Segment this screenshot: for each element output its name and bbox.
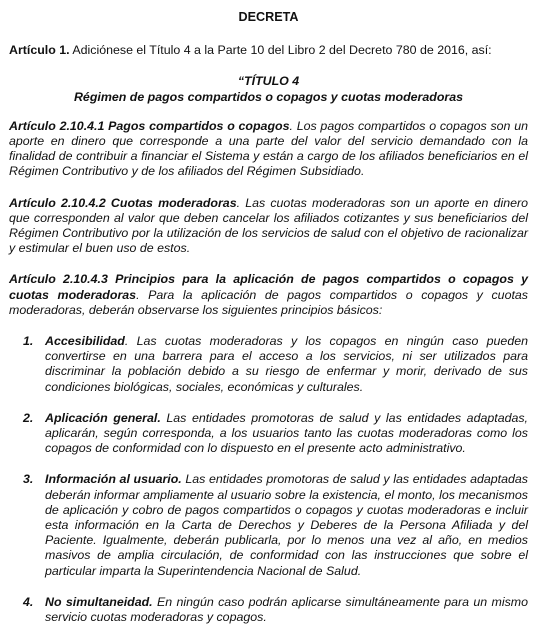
- article-heading: Artículo 2.10.4.3 Principios para la aplicación de pagos compartidos o copagos y cuotas moderadoras: [9, 272, 528, 302]
- list-item-body: Las entidades promotoras de salud y las entidades adaptadas, aplicarán, según corresponda, a los usuarios tanto las cuotas moderadoras como los copagos de conformidad con lo dispuesto en el presente acto administrativo.: [45, 410, 529, 456]
- list-item-text: [45, 472, 528, 578]
- list-item: [23, 334, 528, 395]
- list-item-body: Las entidades promotoras de salud y las entidades adaptadas deberán informar ampliamente al usuario sobre la existencia, el monto, los mecanismos de aplicación y cobro de pagos compartidos o copagos y cuotas moderadoras e incluir esta información en la Carta de Derechos y Deberes de la Persona Afiliada y del Paciente. Igualmente, deberán publicarla, por lo menos una vez al año, en medios masivos de amplia circulación, de conformidad con las instrucciones que sobre el particular imparta la Superintendencia Nacional de Salud.: [45, 472, 528, 578]
- list-item-number: 4.: [23, 594, 34, 609]
- list-item-number: 3.: [23, 472, 34, 487]
- list-item-number: 2.: [23, 410, 34, 425]
- list-item-body: En ningún caso podrán aplicarse simultáneamente para un mismo servicio cuotas moderadoras y copagos.: [45, 594, 529, 625]
- article-body: . Los pagos compartidos o copagos son un aporte en dinero que corresponde a una parte del valor del servicio demandado con la finalidad de contribuir a financiar el Sistema y están a cargo de los afiliados beneficiarios en el Régimen Contributivo y de los afiliados del Régimen Subsidiado.: [9, 118, 528, 179]
- article-1-text: Adiciónese el Título 4 a la Parte 10 del Libro 2 del Decreto 780 de 2016, así:: [69, 43, 492, 58]
- list-item: [23, 472, 528, 578]
- titulo-name: Régimen de pagos compartidos o copagos y cuotas moderadoras: [73, 89, 464, 104]
- list-item-title: Aplicación general.: [45, 410, 161, 425]
- list-item-number: 1.: [23, 334, 34, 349]
- list-item-body: . Las cuotas moderadoras y los copagos en ningún caso pueden convertirse en una barrera para el acceso a los servicios, ni ser utilizados para discriminar la población debido a su riesgo de enfermar y morir, derivado de sus condiciones biológicas, sociales, económicas y culturales.: [45, 334, 528, 394]
- list-item-text: [45, 334, 528, 395]
- list-item: [23, 411, 528, 457]
- list-item-title: Accesibilidad: [45, 334, 125, 349]
- article-heading: Artículo 2.10.4.1 Pagos compartidos o copagos: [9, 118, 290, 133]
- article-heading: Artículo 2.10.4.2 Cuotas moderadoras: [9, 195, 237, 210]
- list-item-title: Información al usuario.: [45, 472, 182, 487]
- titulo-number: “TÍTULO 4: [237, 74, 300, 89]
- article-body: . Las cuotas moderadoras son un aporte en dinero que corresponden al valor que deben cancelar los afiliados cotizantes y sus beneficiarios del Régimen Contributivo por la utilización de los servicios de salud con el objetivo de racionalizar y estimular el buen uso de estos.: [9, 195, 528, 256]
- titulo-block: [9, 74, 528, 104]
- article-body: . Para la aplicación de pagos compartidos o copagos y cuotas moderadoras, deberán observarse los siguientes principios básicos:: [9, 287, 528, 317]
- list-item-title: No simultaneidad.: [45, 594, 153, 609]
- article-1: [9, 43, 528, 58]
- list-item: [23, 595, 528, 625]
- principles-list: [9, 334, 528, 625]
- decree-heading: DECRETA: [238, 10, 299, 24]
- list-item-text: [45, 595, 528, 625]
- article-2-10-4-2: [9, 196, 528, 257]
- article-2-10-4-3: [9, 272, 528, 318]
- article-2-10-4-1: [9, 119, 528, 180]
- list-item-text: [45, 411, 528, 457]
- article-1-label: Artículo 1.: [9, 43, 70, 58]
